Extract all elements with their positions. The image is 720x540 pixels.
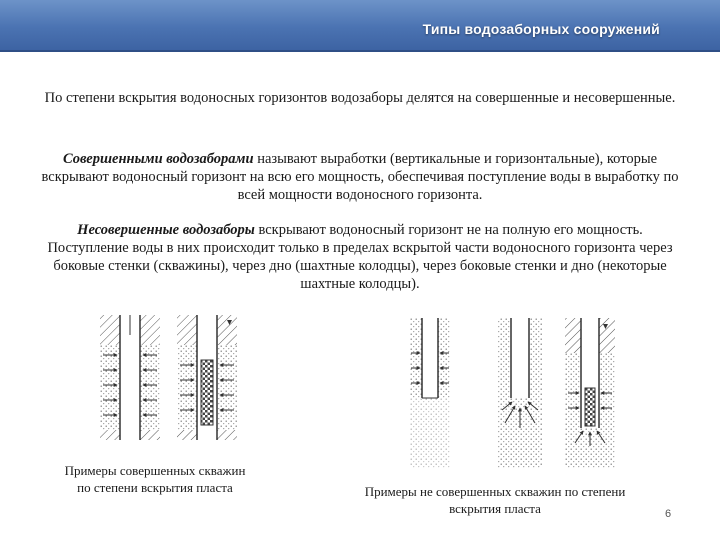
imperfect-definition [40, 221, 680, 293]
imperfect-well-2 [497, 318, 543, 468]
perfect-wells-figure [95, 315, 245, 440]
title-bar [0, 0, 720, 52]
imperfect-well-1 [410, 318, 450, 468]
imperfect-well-3 [565, 318, 615, 468]
page-number: 6 [665, 508, 672, 520]
imperfect-term: Несовершенные водозаборы [77, 222, 255, 238]
imperfect-text: вскрывают водоносный горизонт не на полную его мощность. Поступление воды в них происходит только в пределах вскрытой части водоносного горизонта через боковые стенки (скважины), через дно (шахтные колодцы), через боковые стенки и дно (некоторые шахтные колодцы). [47, 222, 673, 292]
perfect-well-1 [100, 315, 160, 440]
intro-paragraph: По степени вскрытия водоносных горизонтов водозаборы делятся на совершенные и несовершенные. [44, 90, 676, 106]
perfect-definition [40, 150, 680, 204]
imperfect-wells-figure [405, 318, 620, 468]
perfect-term: Совершенными водозаборами [62, 151, 254, 167]
perfect-text: называют выработки (вертикальные и горизонтальные), которые вскрывают водоносный горизонт на всю его мощность, обеспечивая поступление воды в выработку по всей мощности водоносного горизонта. [41, 151, 679, 203]
slide-title: Типы водозаборных сооружений [422, 21, 660, 37]
imperfect-wells-caption: Примеры не совершенных скважин по степени вскрытия пласта [364, 484, 626, 516]
perfect-wells-caption: Примеры совершенных скважин по степени вскрытия пласта [64, 463, 246, 495]
perfect-well-2 [177, 315, 237, 440]
